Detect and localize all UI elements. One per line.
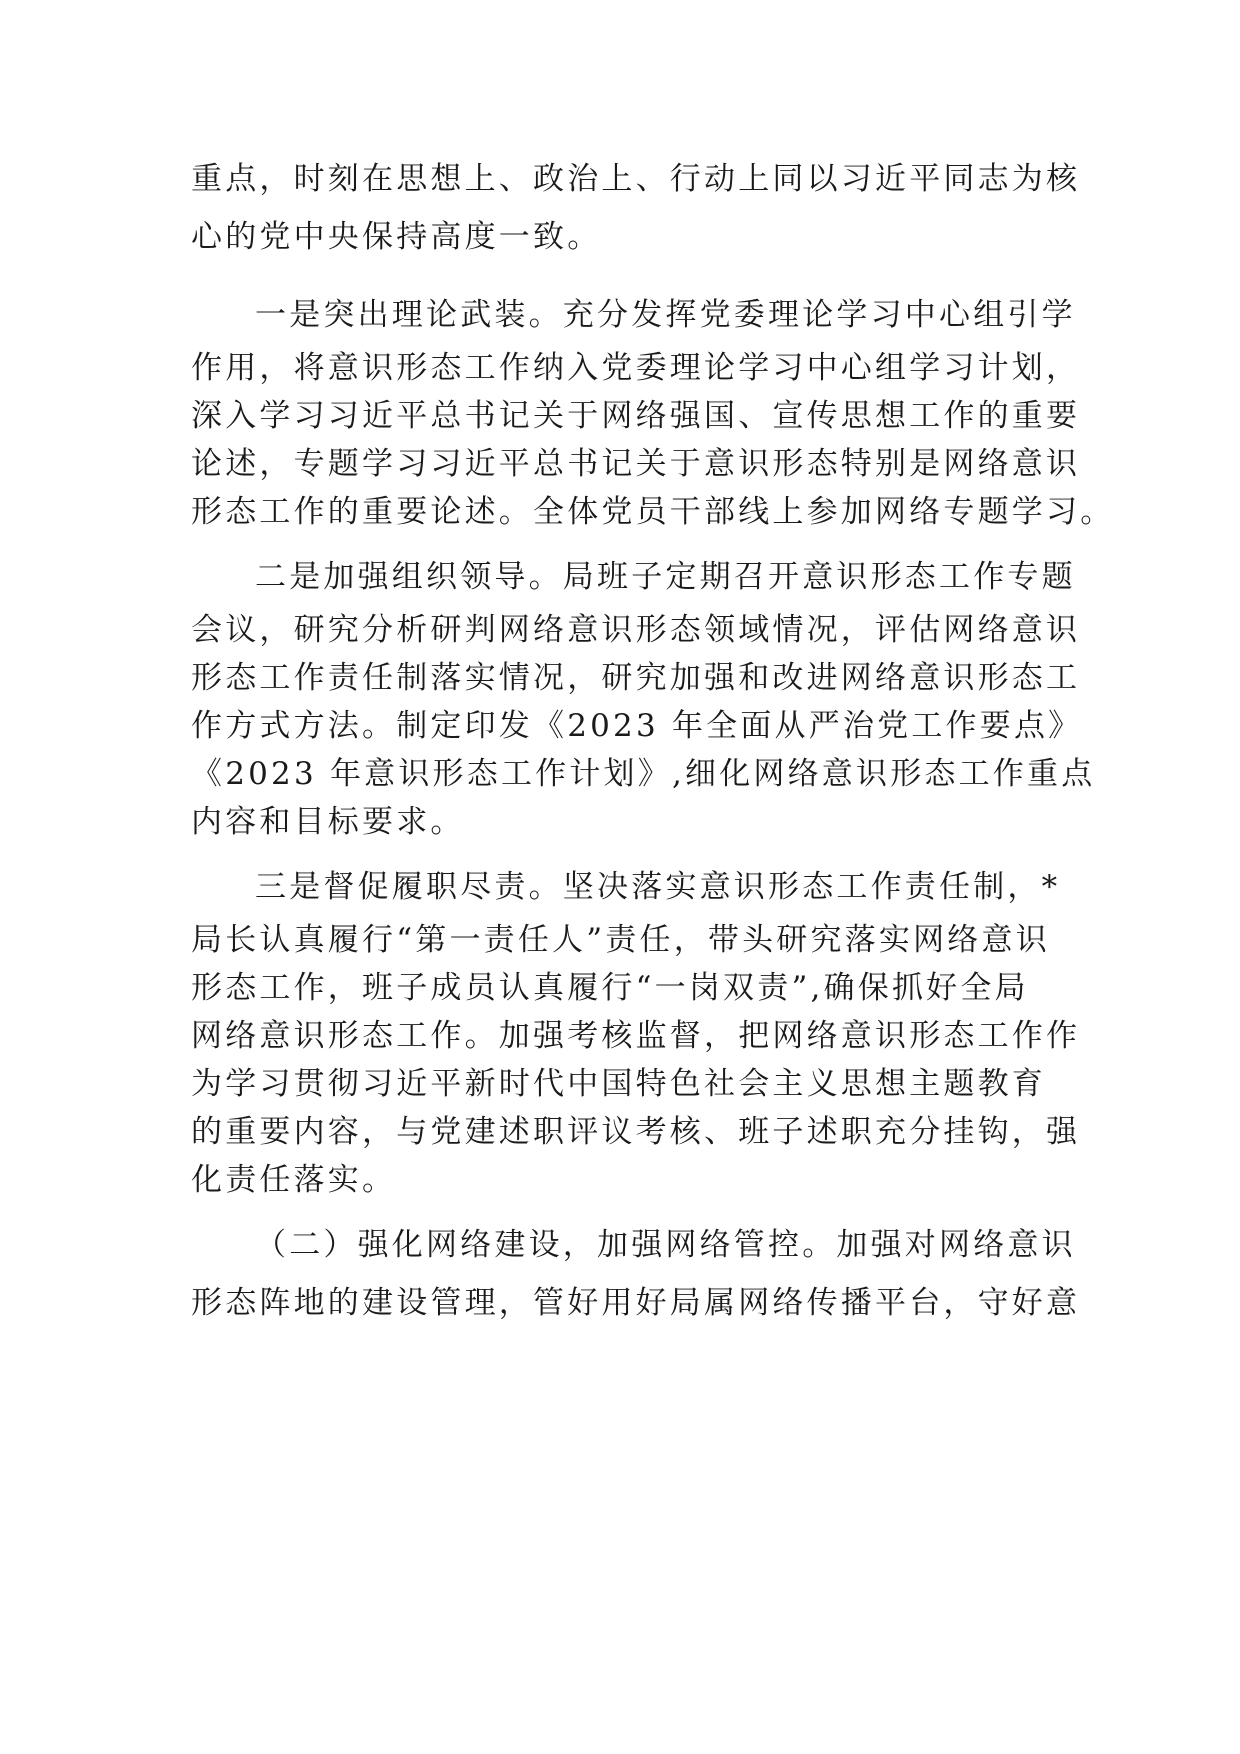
- text-line: 重点，时刻在思想上、政治上、行动上同以习近平同志为核: [191, 161, 1081, 197]
- text-line: 化责任落实。: [191, 1162, 397, 1198]
- paragraph-organizational-leadership: [191, 548, 1096, 846]
- text-line: 形态阵地的建设管理，管好用好局属网络传播平台，守好意: [191, 1285, 1081, 1321]
- text-line: 形态工作责任制落实情况，研究加强和改进网络意识形态工: [191, 660, 1081, 696]
- text-line: 形态工作，班子成员认真履行“一岗双责”,确保抓好全局: [191, 970, 1029, 1006]
- paragraph-duty-fulfillment: [191, 858, 1081, 1204]
- text-line: 形态工作的重要论述。全体党员干部线上参加网络专题学习。: [191, 494, 1115, 530]
- paragraph-theory-armament: [191, 286, 1115, 536]
- text-line: 作方式方法。制定印发《2023 年全面从严治党工作要点》: [191, 708, 1083, 744]
- document-body: [191, 150, 1115, 1332]
- text-line: 三是督促履职尽责。坚决落实意识形态工作责任制，*: [255, 869, 1061, 905]
- text-line: 深入学习习近平总书记关于网络强国、宣传思想工作的重要: [191, 398, 1081, 434]
- text-line: （二）强化网络建设，加强网络管控。加强对网络意识: [255, 1227, 1076, 1263]
- paragraph-network-construction: [191, 1216, 1081, 1332]
- text-line: 二是加强组织领导。局班子定期召开意识形态工作专题: [255, 559, 1076, 595]
- text-line: 作用，将意识形态工作纳入党委理论学习中心组学习计划，: [191, 350, 1081, 386]
- text-line: 局长认真履行“第一责任人”责任，带头研究落实网络意识: [191, 922, 1050, 958]
- text-line: 内容和目标要求。: [191, 804, 465, 840]
- paragraph-intro-continuation: [191, 150, 1081, 266]
- text-line: 论述，专题学习习近平总书记关于意识形态特别是网络意识: [191, 446, 1081, 482]
- text-line: 会议，研究分析研判网络意识形态领域情况，评估网络意识: [191, 612, 1081, 648]
- text-line: 网络意识形态工作。加强考核监督，把网络意识形态工作作: [191, 1018, 1081, 1054]
- text-line: 《2023 年意识形态工作计划》,细化网络意识形态工作重点: [191, 756, 1096, 792]
- text-line: 一是突出理论武装。充分发挥党委理论学习中心组引学: [255, 297, 1076, 333]
- text-line: 的重要内容，与党建述职评议考核、班子述职充分挂钩，强: [191, 1114, 1081, 1150]
- text-line: 为学习贯彻习近平新时代中国特色社会主义思想主题教育: [191, 1066, 1046, 1102]
- text-line: 心的党中央保持高度一致。: [191, 219, 602, 255]
